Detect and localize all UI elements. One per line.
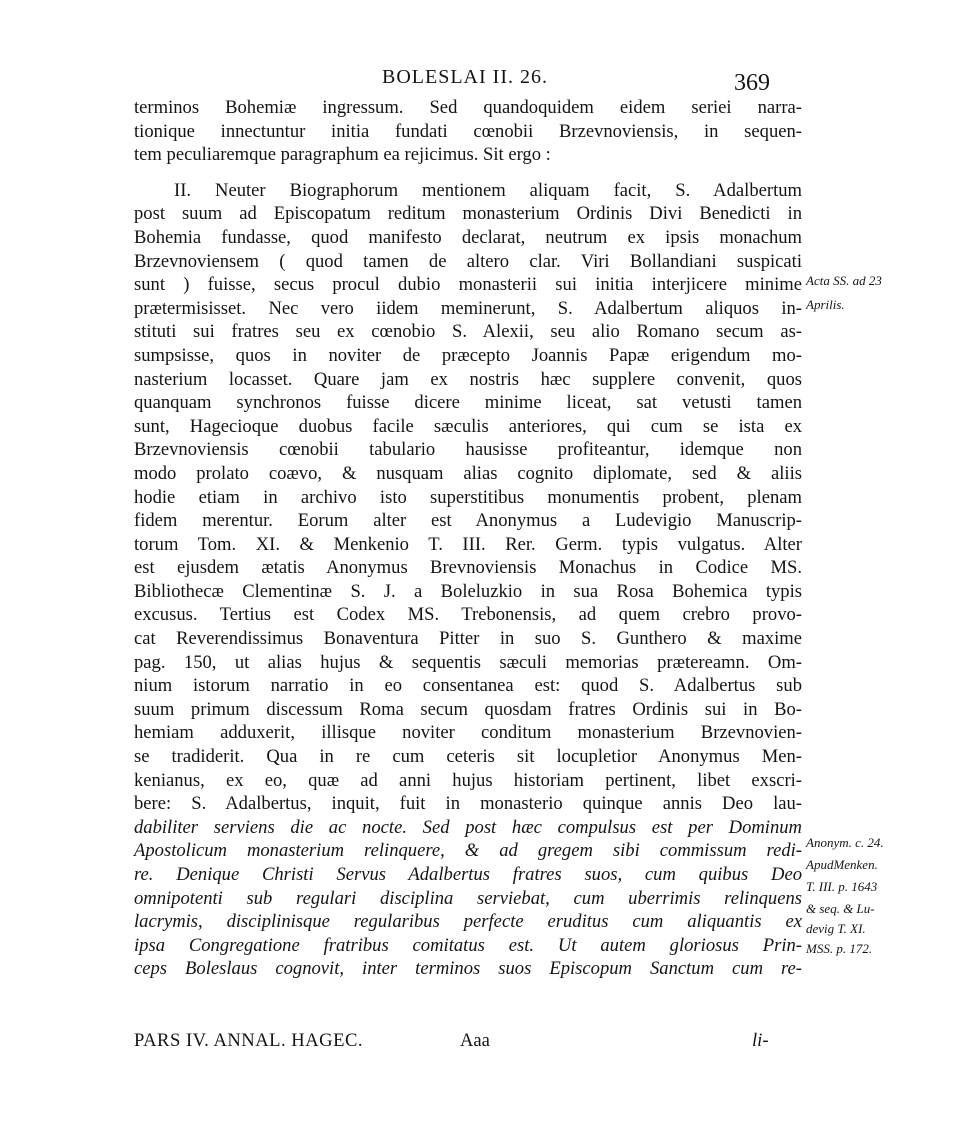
paragraph-heading-line: II. Neuter Biographorum mentionem aliquam facit, S. Adalbertum [174,179,802,201]
running-head: BOLESLAI II. 26. [382,66,548,88]
text-line: suum primum discessum Roma secum quosdam fratres Ordinis sui in Bo- [134,698,802,720]
text-line: post suum ad Episcopatum reditum monasterium Ordinis Divi Benedicti in [134,203,802,225]
margin-note: Aprilis. [806,297,845,312]
text-line: sunt ) fuisse, secus procul dubio monasterii sui initia interjicere minime [134,274,802,296]
text-line: Bohemia fundasse, quod manifesto declarat, neutrum ex ipsis monachum [134,226,802,248]
text-line: nasterium locasset. Quare jam ex nostris hæc supplere convenit, quos [134,368,802,390]
text-line: sunt, Hagecioque duobus facile sæculis anteriores, qui cum se ista ex [134,415,802,437]
quotation-line: lacrymis, disciplinisque regularibus perfecte eruditus cum aliquantis ex [134,911,802,933]
page-footer [134,1030,802,1056]
text-line: tem peculiaremque paragraphum ea rejicimus. Sit ergo : [134,144,551,166]
text-line: Brzevnoviensis cœnobii tabulario hausisse profiteantur, idemque non [134,439,802,461]
catchword: li- [752,1030,769,1051]
text-line: tionique innectuntur initia fundati cœnobii Brzevnoviensis, in sequen- [134,120,802,142]
quotation-line: dabiliter serviens die ac nocte. Sed post hæc compulsus est per Dominum [134,816,802,838]
quotation-line: ceps Boleslaus cognovit, inter terminos suos Episcopum Sanctum cum re- [134,958,802,980]
text-line: hodie etiam in archivo isto superstitibus monumentis probent, plenam [134,486,802,508]
text-line: pag. 150, ut alias hujus & sequentis sæculi memorias prætereamn. Om- [134,651,802,673]
text-line: se tradiderit. Qua in re cum ceteris sit locupletior Anonymus Men- [134,746,802,768]
signature-mark: PARS IV. ANNAL. HAGEC. [134,1030,364,1051]
body-text [134,96,802,981]
text-line: excusus. Tertius est Codex MS. Trebonensis, ad quem crebro provo- [134,604,802,626]
text-line: hemiam adduxerit, illisque noviter conditum monasterium Brzevnovien- [134,722,802,744]
margin-note: MSS. p. 172. [806,941,873,956]
quotation-line: omnipotenti sub regulari disciplina serviebat, cum uberrimis relinquens [134,887,802,909]
margin-note: ApudMenken. [806,857,878,872]
text-line: prætermisisset. Nec vero iidem meminerunt, S. Adalbertum aliquos in- [134,297,802,319]
quotation-line: Apostolicum monasterium relinquere, & ad gregem sibi commissum redi- [134,840,802,862]
margin-note: devig T. XI. [806,921,866,936]
text-line: bere: S. Adalbertus, inquit, fuit in monasterio quinque annis Deo lau- [134,793,802,815]
quotation-line: ipsa Congregatione fratribus comitatus est. Ut autem gloriosus Prin- [134,934,802,956]
text-line: cat Reverendissimus Bonaventura Pitter in suo S. Gunthero & maxime [134,628,802,650]
text-line: fidem merentur. Eorum alter est Anonymus a Ludevigio Manuscrip- [134,510,802,532]
margin-note: & seq. & Lu- [806,901,875,916]
text-line: sumpsisse, quos in noviter de præcepto Joannis Papæ erigendum mo- [134,344,802,366]
text-line: terminos Bohemiæ ingressum. Sed quandoquidem eidem seriei narra- [134,97,802,118]
text-line: stituti sui fratres seu ex cœnobio S. Alexii, seu alio Romano secum as- [134,321,802,343]
margin-note: Anonym. c. 24. [806,835,884,850]
text-line: kenianus, ex eo, quæ ad anni hujus historiam pertinent, libet exscri- [134,769,802,791]
gathering-mark: Aaa [460,1030,490,1051]
margin-note: T. III. p. 1643 [806,879,878,894]
page-number: 369 [734,70,770,96]
margin-note: Acta SS. ad 23 [806,273,882,288]
text-line: est ejusdem ætatis Anonymus Brevnoviensis Monachus in Codice MS. [134,557,802,579]
text-line: quanquam synchronos fuisse dicere minime liceat, sat vetusti tamen [134,392,802,414]
text-line: nium istorum narratio in eo consentanea est: quod S. Adalbertus sub [134,675,802,697]
text-line: Bibliothecæ Clementinæ S. J. a Boleluzkio in sua Rosa Bohemica typis [134,580,802,602]
text-line: torum Tom. XI. & Menkenio T. III. Rer. Germ. typis vulgatus. Alter [134,533,802,555]
text-line: modo prolato coævo, & nusquam alias cognito diplomate, sed & aliis [134,462,802,484]
quotation-line: re. Denique Christi Servus Adalbertus fratres suos, cum quibus Deo [134,864,802,885]
text-line: Brzevnoviensem ( quod tamen de altero clar. Viri Bollandiani suspicati [134,250,802,272]
